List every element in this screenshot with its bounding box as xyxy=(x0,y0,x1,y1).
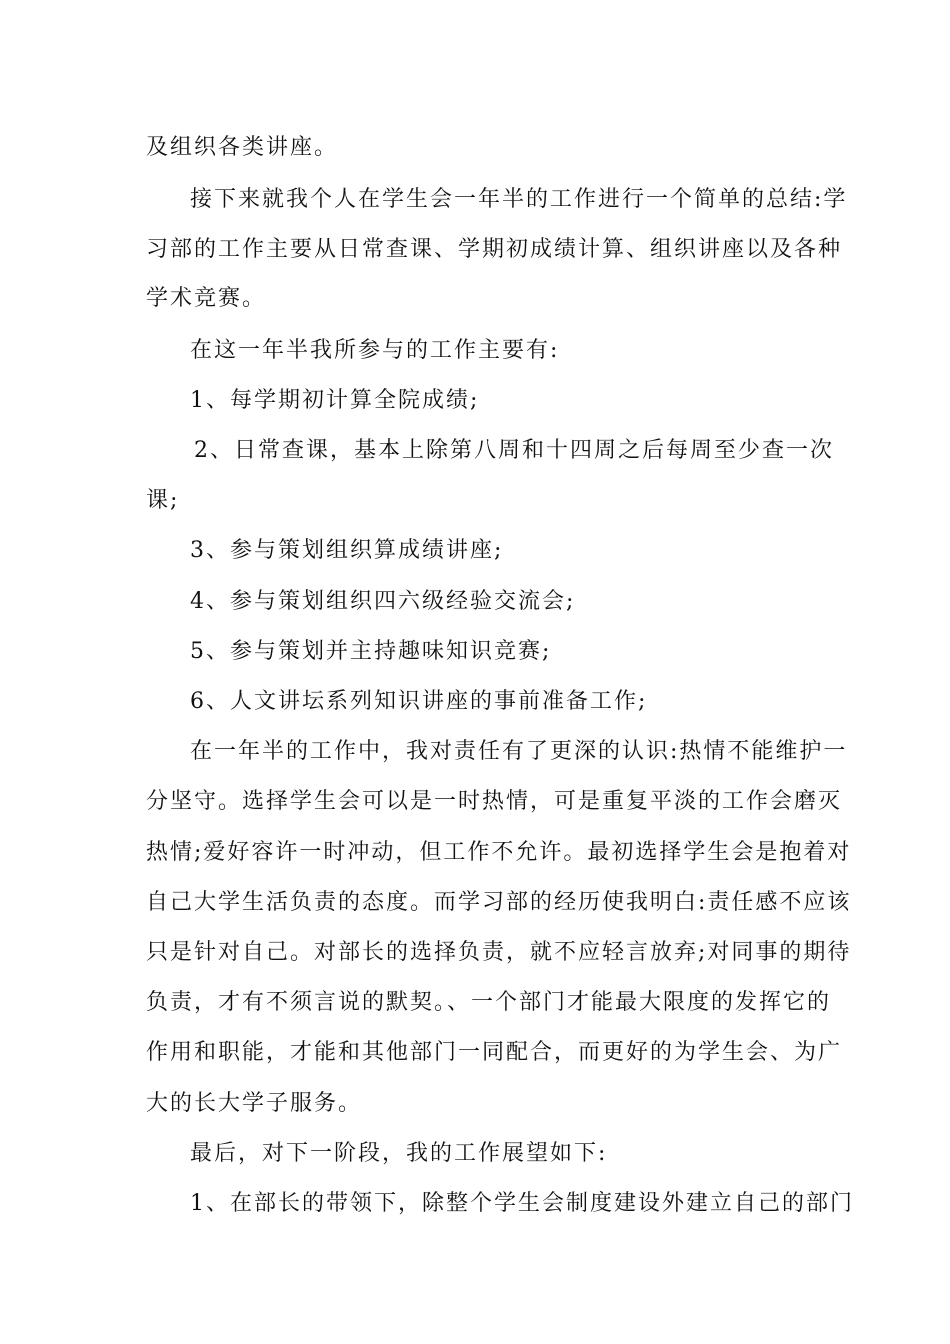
paragraph-line: 分坚守。选择学生会可以是一时热情，可是重复平淡的工作会磨灭 xyxy=(146,789,843,814)
paragraph-line: 作用和职能，才能和其他部门一同配合，而更好的为学生会、为广 xyxy=(146,1040,843,1065)
paragraph-line: 学术竞赛。 xyxy=(146,286,267,311)
paragraph-line: 最后，对下一阶段，我的工作展望如下: xyxy=(190,1141,608,1166)
list-item: 5、参与策划并主持趣味知识竞赛; xyxy=(190,639,552,664)
paragraph-line: 接下来就我个人在学生会一年半的工作进行一个简单的总结:学 xyxy=(190,187,848,212)
paragraph-line: 只是针对自己。对部长的选择负责，就不应轻言放弃;对同事的期待 xyxy=(146,940,852,965)
list-item-continuation: 课; xyxy=(146,488,180,513)
paragraph-line: 习部的工作主要从日常查课、学期初成绩计算、组织讲座以及各种 xyxy=(146,237,843,262)
paragraph-line: 及组织各类讲座。 xyxy=(146,135,339,160)
list-item: 6、人文讲坛系列知识讲座的事前准备工作; xyxy=(190,689,648,714)
paragraph-line: 在一年半的工作中，我对责任有了更深的认识:热情不能维护一 xyxy=(190,739,848,764)
paragraph-line: 自己大学生活负责的态度。而学习部的经历使我明白:责任感不应该 xyxy=(146,890,852,915)
list-item: 4、参与策划组织四六级经验交流会; xyxy=(190,589,576,614)
list-item: 1、每学期初计算全院成绩; xyxy=(190,388,480,413)
list-item: 2、日常查课，基本上除第八周和十四周之后每周至少查一次 xyxy=(194,438,834,463)
list-item: 1、在部长的带领下，除整个学生会制度建设外建立自己的部门 xyxy=(190,1191,854,1216)
list-item: 3、参与策划组织算成绩讲座; xyxy=(190,538,504,563)
paragraph-line: 热情;爱好容许一时冲动，但工作不允许。最初选择学生会是抱着对 xyxy=(146,840,852,865)
paragraph-line: 在这一年半我所参与的工作主要有: xyxy=(190,338,560,363)
paragraph-line: 大的长大学子服务。 xyxy=(146,1091,363,1116)
paragraph-line: 负责，才有不须言说的默契。、一个部门才能最大限度的发挥它的 xyxy=(146,990,832,1015)
